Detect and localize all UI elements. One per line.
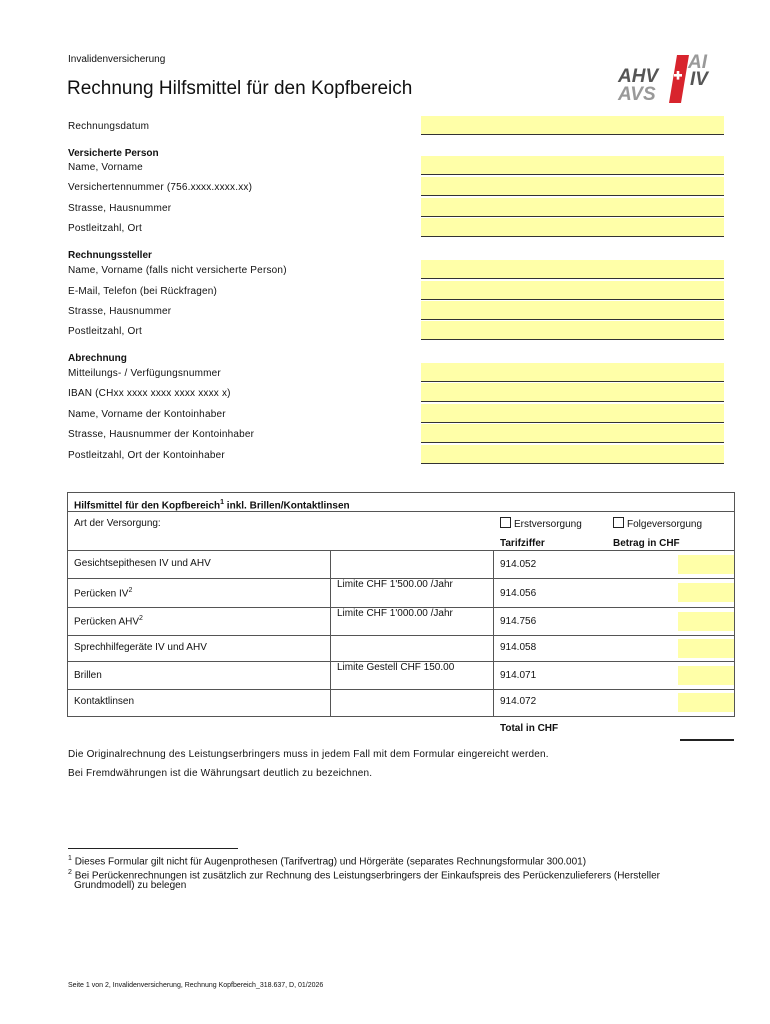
follow-supply-label: Folgeversorgung: [627, 519, 703, 530]
insured-name-label: Name, Vorname: [68, 162, 143, 173]
supply-type-label: Art der Versorgung:: [74, 518, 161, 529]
insured-street-label: Strasse, Hausnummer: [68, 203, 172, 214]
row-item-label: Perücken AHV: [74, 616, 140, 628]
insured-city-label: Postleitzahl, Ort: [68, 223, 142, 234]
row-tariff: 914.056: [500, 588, 537, 599]
follow-supply-checkbox[interactable]: [613, 517, 624, 528]
billing-holder-city-field[interactable]: [421, 445, 724, 464]
row-limit: Limite CHF 1'000.00 /Jahr: [337, 608, 453, 619]
billing-holder-name-field[interactable]: [421, 404, 724, 423]
invoice-date-label: Rechnungsdatum: [68, 121, 150, 132]
amount-field-speech-aid[interactable]: [678, 639, 734, 658]
row-tariff: 914.052: [500, 559, 537, 570]
footnote-separator: [68, 848, 238, 849]
row-item-footnote: 2: [139, 615, 143, 622]
issuer-street-field[interactable]: [421, 301, 724, 320]
logo-avs: AVS: [618, 84, 656, 105]
row-item: Gesichtsepithesen IV und AHV: [74, 558, 211, 569]
note-original-invoice: Die Originalrechnung des Leistungserbringers muss in jedem Fall mit dem Formular eingereicht werden.: [68, 749, 549, 760]
row-tariff: 914.058: [500, 642, 537, 653]
insured-street-field[interactable]: [421, 198, 724, 217]
billing-holder-city-label: Postleitzahl, Ort der Kontoinhaber: [68, 450, 225, 461]
first-supply-checkbox[interactable]: [500, 517, 511, 528]
table-rule: [330, 550, 331, 717]
row-item: [74, 615, 143, 627]
insured-heading: Versicherte Person: [68, 148, 159, 159]
insured-number-label: Versichertennummer (756.xxxx.xxxx.xx): [68, 182, 253, 193]
page-footer: Seite 1 von 2, Invalidenversicherung, Rechnung Kopfbereich_318.637, D, 01/2026: [68, 982, 324, 989]
amount-column-header: Betrag in CHF: [613, 538, 680, 549]
total-label: Total in CHF: [500, 723, 559, 734]
insured-number-field[interactable]: [421, 177, 724, 196]
billing-iban-label: IBAN (CHxx xxxx xxxx xxxx xxxx x): [68, 388, 231, 399]
ahv-iv-logo: [618, 52, 718, 105]
row-item: [74, 587, 132, 599]
logo-iv: IV: [690, 69, 708, 90]
table-heading-sup: 1: [220, 499, 225, 506]
row-tariff: 914.071: [500, 670, 537, 681]
row-item: Brillen: [74, 670, 102, 681]
billing-reference-field[interactable]: [421, 363, 724, 382]
table-rule: [67, 635, 735, 636]
billing-holder-name-label: Name, Vorname der Kontoinhaber: [68, 409, 226, 420]
row-tariff: 914.756: [500, 616, 537, 627]
footnote-2-text: Bei Perückenrechnungen ist zusätzlich zur Rechnung des Leistungserbringers der Einkaufspreis des Perückenzulieferers (Hersteller: [74, 870, 660, 882]
table-rule: [493, 550, 494, 717]
issuer-name-label: Name, Vorname (falls nicht versicherte Person): [68, 265, 287, 276]
issuer-city-field[interactable]: [421, 321, 724, 340]
swiss-cross-icon: [667, 55, 691, 103]
document-supertitle: Invalidenversicherung: [68, 54, 166, 65]
billing-reference-label: Mitteilungs- / Verfügungsnummer: [68, 368, 221, 379]
billing-iban-field[interactable]: [421, 383, 724, 402]
table-rule: [67, 550, 735, 551]
footnote-1-text: Dieses Formular gilt nicht für Augenprothesen (Tarifvertrag) und Hörgeräte (separates Rechnungsformular 300.001): [74, 856, 587, 868]
issuer-contact-field[interactable]: [421, 281, 724, 300]
logo-ai: AI: [688, 52, 707, 73]
issuer-heading: Rechnungssteller: [68, 250, 152, 261]
footnote-2-continuation: Grundmodell) zu belegen: [74, 880, 187, 891]
amount-field-facial-epithesis[interactable]: [678, 555, 734, 574]
row-limit: Limite CHF 1'500.00 /Jahr: [337, 579, 453, 590]
amount-field-glasses[interactable]: [678, 666, 734, 685]
row-item: Kontaktlinsen: [74, 696, 135, 707]
footnote-2-number: 2: [68, 869, 72, 876]
page-title: Rechnung Hilfsmittel für den Kopfbereich: [67, 78, 413, 99]
row-item-label: Perücken IV: [74, 588, 129, 600]
logo-ahv: AHV: [618, 66, 659, 87]
amount-field-contact-lenses[interactable]: [678, 693, 734, 712]
issuer-street-label: Strasse, Hausnummer: [68, 306, 172, 317]
table-rule: [67, 689, 735, 690]
table-heading-main: Hilfsmittel für den Kopfbereich: [74, 500, 221, 512]
billing-holder-street-label: Strasse, Hausnummer der Kontoinhaber: [68, 429, 255, 440]
total-field[interactable]: [680, 721, 734, 741]
follow-supply-option[interactable]: [613, 517, 702, 530]
table-heading-suffix: inkl. Brillen/Kontaktlinsen: [224, 500, 350, 512]
row-limit: Limite Gestell CHF 150.00: [337, 662, 455, 673]
first-supply-option[interactable]: [500, 517, 582, 530]
insured-name-field[interactable]: [421, 156, 724, 175]
row-tariff: 914.072: [500, 696, 537, 707]
first-supply-label: Erstversorgung: [514, 519, 582, 530]
row-item-footnote: 2: [128, 587, 133, 594]
tariff-column-header: Tarifziffer: [500, 538, 545, 549]
issuer-name-field[interactable]: [421, 260, 724, 279]
table-heading: [74, 499, 350, 511]
footnote-1-number: 1: [68, 855, 72, 862]
invoice-date-field[interactable]: [421, 116, 724, 135]
issuer-city-label: Postleitzahl, Ort: [68, 326, 142, 337]
billing-holder-street-field[interactable]: [421, 424, 724, 443]
billing-heading: Abrechnung: [68, 353, 127, 364]
note-foreign-currency: Bei Fremdwährungen ist die Währungsart deutlich zu bezeichnen.: [68, 768, 373, 779]
row-item: Sprechhilfegeräte IV und AHV: [74, 642, 207, 653]
issuer-contact-label: E-Mail, Telefon (bei Rückfragen): [68, 286, 218, 297]
insured-city-field[interactable]: [421, 218, 724, 237]
amount-field-wig-ahv[interactable]: [678, 612, 734, 631]
amount-field-wig-iv[interactable]: [678, 583, 734, 602]
